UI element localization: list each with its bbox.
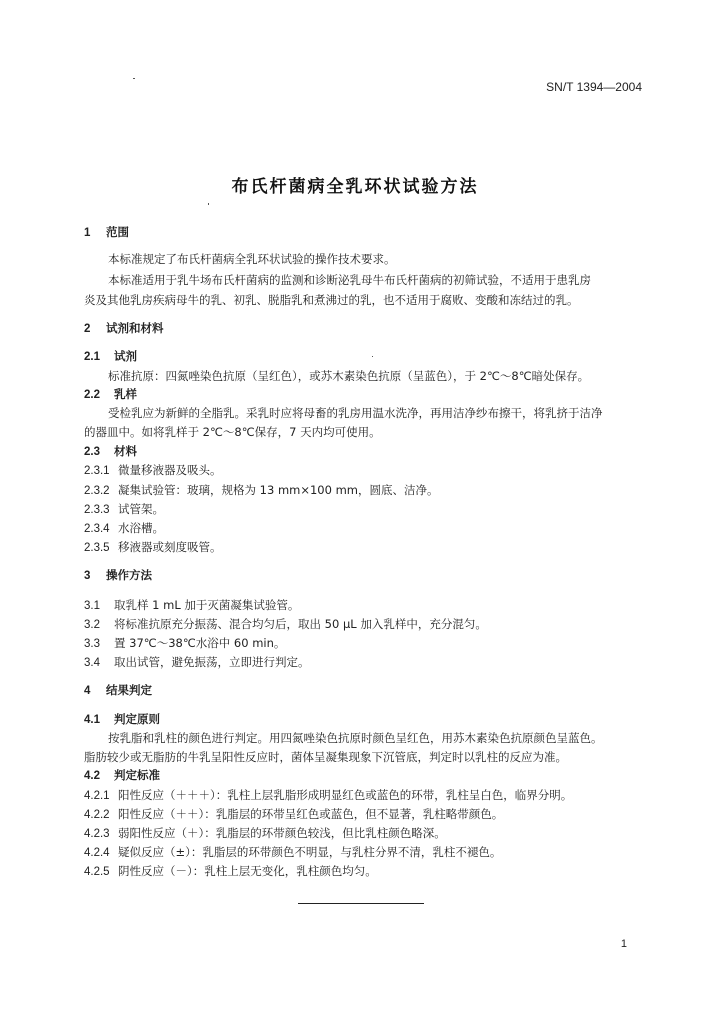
scan-speck <box>133 78 135 79</box>
subsection-number: 2.3 <box>84 446 100 458</box>
list-item <box>84 520 164 537</box>
paragraph: 的器皿中。如将乳样于 2℃～8℃保存，7 天内均可使用。 <box>84 425 381 439</box>
paragraph: 脂肪较少或无脂肪的牛乳呈阳性反应时，菌体呈凝集现象下沉管底，判定时以乳柱的反应为准。 <box>84 750 567 764</box>
item-text: 疑似反应（±）：乳脂层的环带颜色不明显，与乳柱分界不清，乳柱不褪色。 <box>118 845 502 859</box>
item-number: 2.3.2 <box>84 485 110 497</box>
item-number: 4.2.3 <box>84 828 110 840</box>
item-number: 4.2.2 <box>84 809 110 821</box>
section-number: 4 <box>84 685 91 697</box>
subsection-2-1-heading <box>84 348 137 365</box>
item-text: 取乳样 1 mL 加于灭菌凝集试验管。 <box>114 598 300 612</box>
subsection-title: 判定原则 <box>114 712 160 726</box>
item-text: 阳性反应（＋＋＋）：乳柱上层乳脂形成明显红色或蓝色的环带，乳柱呈白色，临界分明。 <box>118 788 573 802</box>
section-3-heading <box>84 567 152 584</box>
list-item <box>84 635 285 652</box>
subsection-title: 材料 <box>114 444 137 458</box>
scan-speck <box>372 356 373 357</box>
subsection-number: 4.2 <box>84 770 100 782</box>
item-text: 阳性反应（＋＋）：乳脂层的环带呈红色或蓝色，但不显著，乳柱略带颜色。 <box>118 807 504 821</box>
document-title: 布氏杆菌病全乳环状试验方法 <box>231 177 479 197</box>
scan-speck <box>208 203 209 205</box>
item-number: 4.2.4 <box>84 847 110 859</box>
item-number: 2.3.4 <box>84 523 110 535</box>
paragraph: 受检乳应为新鲜的全脂乳。采乳时应将母畜的乳房用温水洗净，再用洁净纱布擦干，将乳挤于洁净 <box>108 406 603 420</box>
section-title: 范围 <box>106 225 129 239</box>
subsection-number: 2.1 <box>84 351 100 363</box>
page-number: 1 <box>620 938 627 950</box>
paragraph: 炎及其他乳房疾病母牛的乳、初乳、脱脂乳和煮沸过的乳，也不适用于腐败、变酸和冻结过的乳。 <box>84 293 579 307</box>
subsection-title: 乳样 <box>114 387 137 401</box>
section-1-heading <box>84 224 129 241</box>
item-text: 试管架。 <box>118 502 164 516</box>
list-item <box>84 806 503 823</box>
item-text: 微量移液器及吸头。 <box>118 463 222 477</box>
paragraph: 本标准适用于乳牛场布氏杆菌病的监测和诊断泌乳母牛布氏杆菌病的初筛试验，不适用于患乳房 <box>108 273 591 287</box>
list-item <box>84 654 310 671</box>
item-number: 3.1 <box>84 600 100 612</box>
subsection-number: 4.1 <box>84 714 100 726</box>
item-number: 2.3.5 <box>84 542 110 554</box>
section-title: 结果判定 <box>106 683 152 697</box>
list-item <box>84 462 222 479</box>
section-number: 3 <box>84 570 91 582</box>
section-number: 2 <box>84 323 91 335</box>
paragraph: 按乳脂和乳柱的颜色进行判定。用四氮唑染色抗原时颜色呈红色，用苏木素染色抗原颜色呈蓝色。 <box>108 731 603 745</box>
list-item <box>84 616 487 633</box>
subsection-2-2-heading <box>84 386 137 403</box>
item-text: 置 37℃～38℃水浴中 60 min。 <box>114 636 286 650</box>
standard-number: SN/T 1394—2004 <box>546 80 642 94</box>
section-title: 操作方法 <box>106 568 152 582</box>
section-2-heading <box>84 320 164 337</box>
list-item <box>84 597 299 614</box>
item-text: 将标准抗原充分振荡、混合均匀后，取出 50 μL 加入乳样中，充分混匀。 <box>114 617 487 631</box>
item-number: 2.3.1 <box>84 465 110 477</box>
item-number: 4.2.1 <box>84 790 110 802</box>
list-item <box>84 539 222 556</box>
item-number: 3.3 <box>84 638 100 650</box>
list-item <box>84 482 439 499</box>
item-text: 弱阳性反应（＋）：乳脂层的环带颜色较浅，但比乳柱颜色略深。 <box>118 826 446 840</box>
item-text: 凝集试验管：玻璃，规格为 13 mm×100 mm，圆底、洁净。 <box>118 483 439 497</box>
subsection-number: 2.2 <box>84 389 100 401</box>
section-title: 试剂和材料 <box>106 321 164 335</box>
list-item <box>84 501 164 518</box>
item-number: 3.4 <box>84 657 100 669</box>
section-number: 1 <box>84 227 91 239</box>
item-text: 水浴槽。 <box>118 521 164 535</box>
list-item <box>84 825 446 842</box>
item-text: 阴性反应（－）：乳柱上层无变化，乳柱颜色均匀。 <box>118 864 377 878</box>
subsection-2-3-heading <box>84 443 137 460</box>
item-text: 取出试管，避免振荡，立即进行判定。 <box>114 655 310 669</box>
subsection-4-1-heading <box>84 711 160 728</box>
subsection-title: 试剂 <box>114 349 137 363</box>
list-item <box>84 863 377 880</box>
end-rule <box>298 903 424 904</box>
subsection-4-2-heading <box>84 767 160 784</box>
subsection-title: 判定标准 <box>114 768 160 782</box>
paragraph: 本标准规定了布氏杆菌病全乳环状试验的操作技术要求。 <box>108 252 396 266</box>
list-item <box>84 787 572 804</box>
item-text: 移液器或刻度吸管。 <box>118 540 222 554</box>
item-number: 3.2 <box>84 619 100 631</box>
item-number: 2.3.3 <box>84 504 110 516</box>
item-number: 4.2.5 <box>84 866 110 878</box>
paragraph: 标准抗原：四氮唑染色抗原（呈红色），或苏木素染色抗原（呈蓝色），于 2℃～8℃暗处保存。 <box>108 369 590 383</box>
list-item <box>84 844 501 861</box>
section-4-heading <box>84 682 152 699</box>
